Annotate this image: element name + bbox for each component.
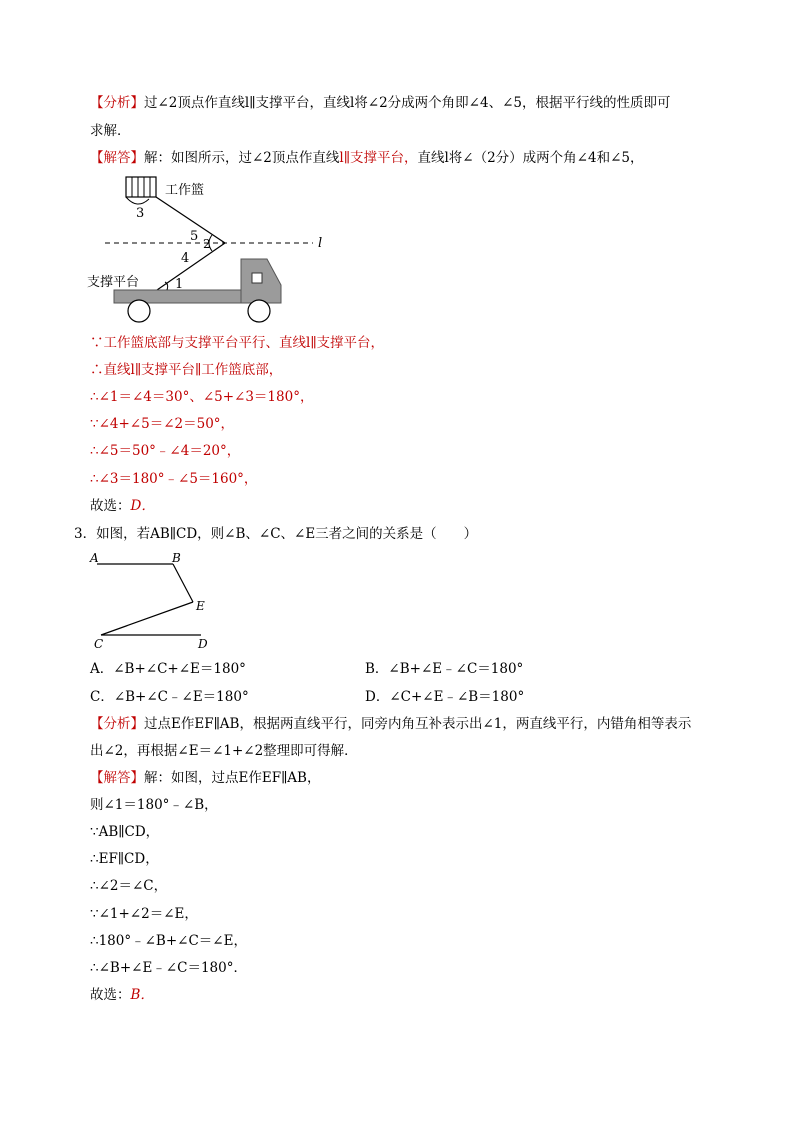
step-1-1: ∵工作篮底部与支撑平台平行、直线l∥支撑平台， [90,335,385,351]
segment-be [173,564,193,602]
question-3-text: 3．如图，若AB∥CD，则∠B、∠C、∠E三者之间的关系是（ ） [74,526,478,542]
line-l-label: l [318,236,323,251]
step-3-2: ∵AB∥CD， [90,824,160,840]
point-e-label: E [196,599,205,613]
solution-3-line: 【解答】解：如图，过点E作EF∥AB， [90,770,321,786]
option-b: B．∠B+∠E﹣∠C＝180° [365,661,524,677]
wheel-right [248,300,270,322]
platform-label: 支撑平台 [87,275,140,290]
option-d: D．∠C+∠E﹣∠B＝180° [365,689,525,705]
step-3-3: ∴EF∥CD， [90,851,159,867]
analysis-1-line-1: 【分析】过∠2顶点作直线l∥支撑平台，直线l将∠2分成两个角即∠4、∠5，根据平行线的性质即可 [90,95,671,111]
wheel-left [128,300,150,322]
point-b-label: B [172,551,181,565]
angle-5-label: 5 [190,229,199,244]
analysis-1-line-2: 求解． [90,123,131,139]
step-1-2: ∴直线l∥支撑平台∥工作篮底部， [90,362,283,378]
angle-2-label: 2 [203,237,211,251]
step-1-5: ∴∠5＝50°﹣∠4＝20°， [90,443,241,459]
angle-4-label: 4 [181,251,190,266]
step-3-6: ∴180°﹣∠B+∠C＝∠E， [90,933,247,949]
step-1-4: ∵∠4+∠5＝∠2＝50°， [90,416,235,432]
point-d-label: D [198,637,208,651]
option-c: C．∠B+∠C﹣∠E＝180° [90,689,249,705]
step-1-3: ∴∠1＝∠4＝30°、∠5+∠3＝180°， [90,389,314,405]
point-a-label: A [90,551,99,565]
analysis-3-line-1: 【分析】过点E作EF∥AB，根据两直线平行，同旁内角互补表示出∠1，两直线平行，内错角相等表示 [90,716,692,732]
figure-1-truck-diagram [85,172,335,324]
solution-1-line: 【解答】解：如图所示，过∠2顶点作直线l∥支撑平台，直线l将∠（2分）成两个角∠4和∠5， [90,150,644,166]
point-c-label: C [94,637,104,651]
solution-tag: 【解答】 [90,150,144,166]
answer-3: 故选：B． [90,987,154,1003]
analysis-tag: 【分析】 [90,95,144,111]
lower-arm [157,243,225,290]
basket-shape [126,177,156,197]
analysis-3-line-2: 出∠2，再根据∠E＝∠1+∠2整理即可得解． [90,743,358,759]
option-a: A．∠B+∠C+∠E＝180° [90,661,246,677]
figure-3-parallel-lines [85,548,215,656]
answer-1: 故选：D． [90,498,155,514]
step-1-6: ∴∠3＝180°﹣∠5＝160°， [90,471,258,487]
segment-ec [101,602,193,635]
cab-window [252,273,262,283]
step-3-5: ∵∠1+∠2＝∠E， [90,906,198,922]
step-3-4: ∴∠2＝∠C， [90,878,168,894]
angle-1-label: 1 [175,277,184,292]
basket-label: 工作篮 [165,183,205,198]
step-3-7: ∴∠B+∠E﹣∠C＝180°． [90,960,247,976]
step-3-1: 则∠1＝180°﹣∠B， [90,797,218,813]
angle-3-label: 3 [136,206,145,221]
